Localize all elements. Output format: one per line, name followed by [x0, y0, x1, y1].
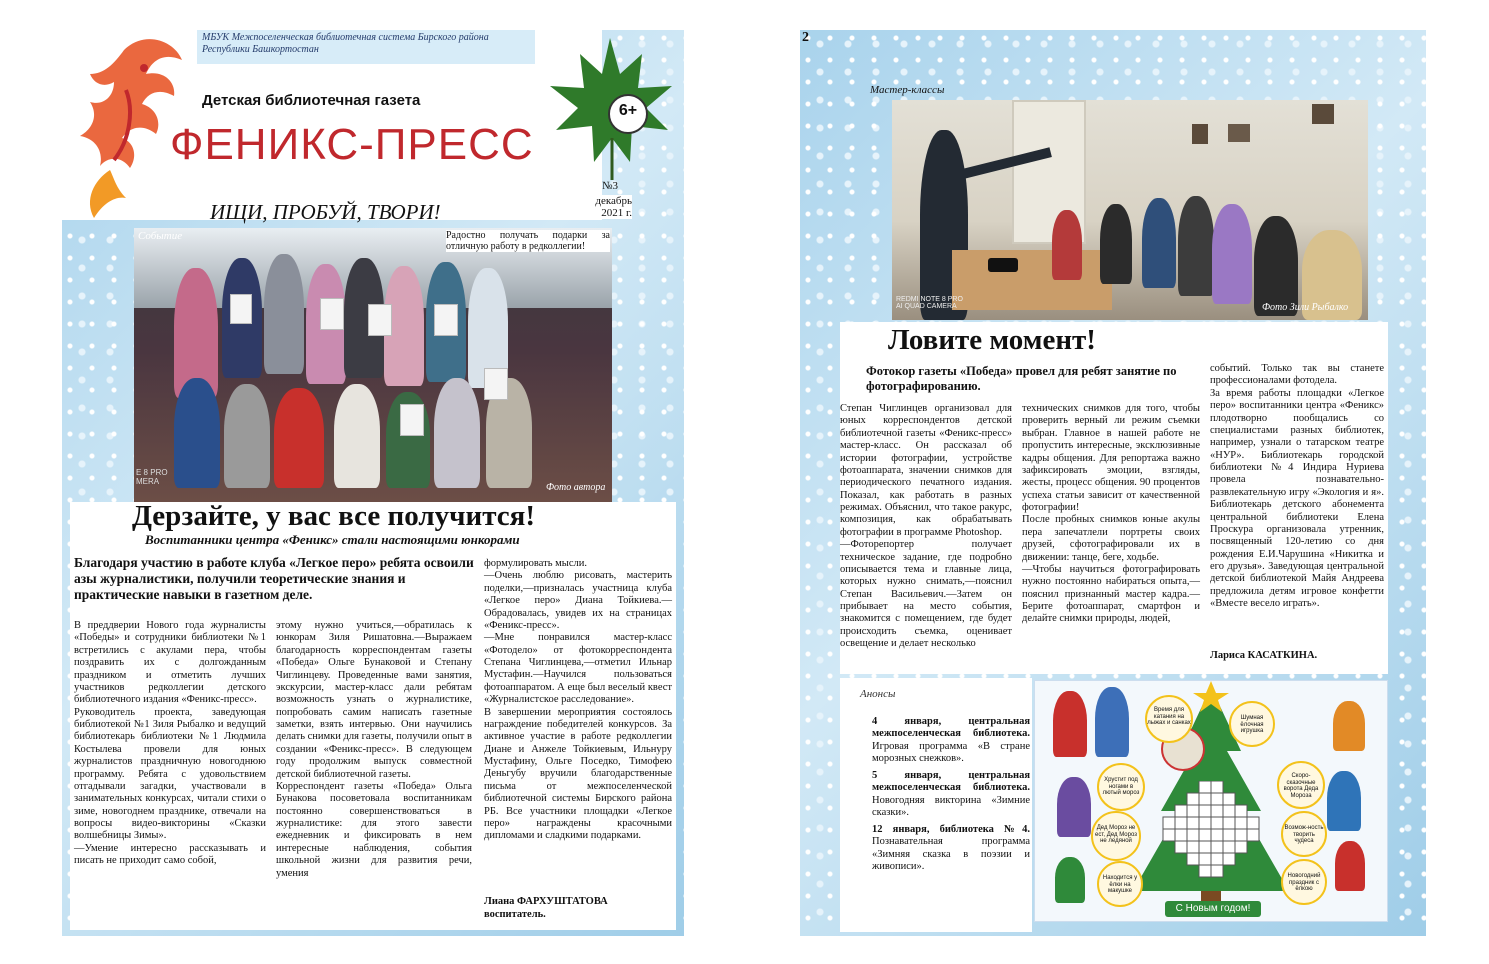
anons-item-3-text: Познавательная программа «Зимняя сказка в поэзии и живописи».	[872, 836, 1030, 873]
announcements	[840, 678, 1032, 932]
photo-caption-top: Радостно получать подарки за отличную работу в редколлегии!	[446, 230, 610, 252]
crossword-grid	[1151, 781, 1271, 893]
article2-col-1: Степан Чиглинцев организовал для юных корреспондентов детской библиотечной газеты «Феникс-пресс» мастер-класс. Он рассказал об истории фотографии, устройстве фотоаппарата, значении снимков для периодического печатного издания. Показал, как работать в разных режимах. Объяснил, что такое ракурс, композиция, как обрабатывать фотографии в программе Photoshop. —Фоторепортер получает техническое задание, где подробно описывается тема и главные лица, которых нужно снимать,—пояснил Степан Васильевич.—Затем он прибывает на место события, знакомится с помещением, где будет происходить съемка, оценивает освещение и делает несколько	[840, 403, 1012, 650]
article-col-3: формулировать мысли. —Очень люблю рисовать, мастерить поделки,—призналась участница клуба «Легкое перо» Диана Тойкиева.—Обрадовалась, увидев их на страницах «Феникс-пресс». —Мне понравился мастер-класс «Фотодело» от фотокорреспондента Степана Чиглинцева,—отметил Ильнар Мустафин.—Научился пользоваться фотоаппаратом. А еще был веселый квест «Журналистское расследование». В завершении мероприятия состоялось награждение победителей конкурсов. За активное участие в работе редколлегии Диане и Анжеле Тойкиевым, Ильнуру Мустафину, Ольге Поседко, Тимофею Деньгубу вручили благодарственные письма от межпоселенческой библиотечной системы Бирского района РБ. Все участники площадки «Легкое перо» награждены красочными дипломами и сладкими подарками.	[484, 558, 672, 842]
clue-7: Находится у ёлки на макушке	[1097, 861, 1143, 907]
issue-date: декабрь 2021 г.	[586, 195, 632, 219]
rubric-masterclass: Мастер-классы	[870, 84, 945, 96]
photo-watermark-2: REDMI NOTE 8 PRO AI QUAD CAMERA	[896, 296, 963, 310]
anons-item-1-date: 4 января, центральная межпоселенческая библиотека.	[872, 716, 1030, 740]
slogan: ИЩИ, ПРОБУЙ, ТВОРИ!	[210, 200, 441, 224]
clue-1: Время для катания на лыжах и санках	[1145, 695, 1193, 743]
paper-title: ФЕНИКС-ПРЕСС	[170, 120, 534, 169]
article2-col-2: технических снимков для того, чтобы проверить верный ли режим съемки выбран. Главное в нашей работе не пропустить интересные, эксклюзивные кадры общения. Для репортажа важно зафиксировать эмоции, взгляды, жесты, процесс общения. 90 процентов успеха статьи зависит от качественной фотографии! После пробных снимков юные акулы пера запечатлели портреты своих друзей, сфотографировали их в движении: танце, беге, ходьбе. —Чтобы научиться фотографировать нужно постоянно набираться опыта,—пояснил признанный мастер кадра.—Берите фотоаппарат, смартфон и делайте снимки природы, людей,	[1022, 403, 1200, 625]
lead-2: Фотокор газеты «Победа» провел для ребят занятие по фотографированию.	[866, 364, 1177, 393]
author-2: Лариса КАСАТКИНА.	[1210, 650, 1318, 661]
anons-item-2-text: Новогодняя викторина «Зимние сказки».	[872, 794, 1030, 819]
event-photo	[134, 228, 612, 502]
page-number: 2	[802, 30, 809, 45]
subheadline-1: Воспитанники центра «Феникс» стали настоящими юнкорами	[145, 532, 520, 547]
anons-item-2	[872, 770, 1030, 820]
issue-number: №3	[602, 180, 618, 192]
author-1: Лиана ФАРХУШТАТОВА	[484, 896, 608, 907]
photo-watermark: E 8 PRO MERA	[136, 468, 168, 486]
clue-3: Хрустит под ногами в лютый мороз	[1097, 763, 1145, 811]
anons-item-1	[872, 716, 1030, 766]
anons-item-2-date: 5 января, центральная межпоселенческая библиотека.	[872, 770, 1030, 794]
age-rating: 6+	[618, 102, 638, 119]
newspaper-page-2	[800, 30, 1426, 936]
headline-1: Дерзайте, у вас все получится!	[132, 500, 536, 532]
headline-2: Ловите момент!	[888, 324, 1096, 356]
publisher-org: МБУК Межпоселенческая библиотечная система Бирского района Республики Башкортостан	[202, 32, 489, 55]
author-role-1: воспитатель.	[484, 909, 546, 920]
puzzle-banner: С Новым годом!	[1165, 901, 1261, 917]
article-col-2: этому нужно учиться,—обратилась к юнкорам Зиля Ришатовна.—Выражаем благодарность корреспондентам газеты «Победа» Ольге Бунаковой и Степану Чиглинцеву. Проведенные вами занятия, экскурсии, мастер-класс дали ребятам возможность узнать о журналистике, попробовать самим написать газетные заметки, взять интервью. Они научились делать снимки для газеты, получили опыт в создании «Феникс-пресс». В следующем году продолжим выпуск совместной детской библиотечной газеты. Корреспондент газеты «Победа» Ольга Бунакова посоветовала воспитанникам постоянно совершенствоваться в журналистике: для этого завести ежедневник и фиксировать в нем интересные наблюдения, события школьной жизни для развития речи, умения	[276, 620, 472, 879]
clue-2: Шумная ёлочная игрушка	[1229, 701, 1275, 747]
clue-5: Дед Мороз не ест, Дед Мороз не ледяной	[1091, 811, 1141, 861]
photo-credit-2: Фото Зили Рыбалко	[1262, 302, 1349, 313]
article2-col-3: событий. Только так вы станете профессионалами фотодела. За время работы площадки «Легкое перо» воспитанники центра «Феникс» плодотворно пообщались со специалистами разных библиотек, например, узнали о татарском театре «НУР». Библиотекарь городской библиотеки №4 Индира Нуриева провела познавательно-развлекательную игру «Экология и я». Библиотекарь детского абонемента центральной библиотеки Елена Проскура организовала утренник, посвященный 120-летию со дня рождения Е.И.Чарушина «Никитка и его друзья». Заведующая центральной детской библиотекой Майя Андреева предложила детям игровое конфетти «Вместе весело играть».	[1210, 363, 1384, 610]
paper-subtitle: Детская библиотечная газета	[202, 92, 421, 109]
photo-credit-1: Фото автора	[546, 482, 606, 493]
anons-title: Анонсы	[860, 688, 896, 700]
lead-1: Благодаря участию в работе клуба «Легкое перо» ребята освоили азы журналистики, получили теоретические знания и практические навыки в газетном деле.	[74, 555, 474, 603]
article-col-1: В преддверии Нового года журналисты «Победы» и сотрудники библиотеки №1 встретились с акулами пера, чтобы поздравить их с долгожданным праздником и отметить лучших участников редколлегии детского библиотечного издания «Феникс-пресс». Руководитель проекта, заведующая библиотекой №1 Зиля Рыбалко и ведущий библиотекарь библиотеки №1 Людмила Костылева провели для юных журналистов праздничную новогоднюю программу. Ребята с удовольствием отгадывали загадки, участвовали в занимательных конкурсах, читали стихи о зиме, новогоднем празднике, отвечали на вопросы видео-викторины «Сказки волшебницы Зимы». —Умение интересно рассказывать и писать не приходит само собой,	[74, 620, 266, 867]
anons-item-3-date: 12 января, библиотека №4.	[872, 824, 1030, 835]
clue-8: Новогодний праздник с ёлкою	[1281, 859, 1327, 905]
clue-4: Скоро-сказочные ворота Деда Мороза	[1277, 761, 1325, 809]
clue-6: Возмож-ность творить чудеса	[1281, 811, 1327, 857]
newspaper-page-1	[62, 30, 684, 936]
rubric-event: Событие	[138, 230, 183, 242]
anons-item-3	[872, 824, 1030, 874]
anons-item-1-text: Игровая программа «В стране морозных снежков».	[872, 740, 1030, 765]
crossword-puzzle	[1034, 680, 1388, 922]
masterclass-photo	[892, 100, 1368, 320]
